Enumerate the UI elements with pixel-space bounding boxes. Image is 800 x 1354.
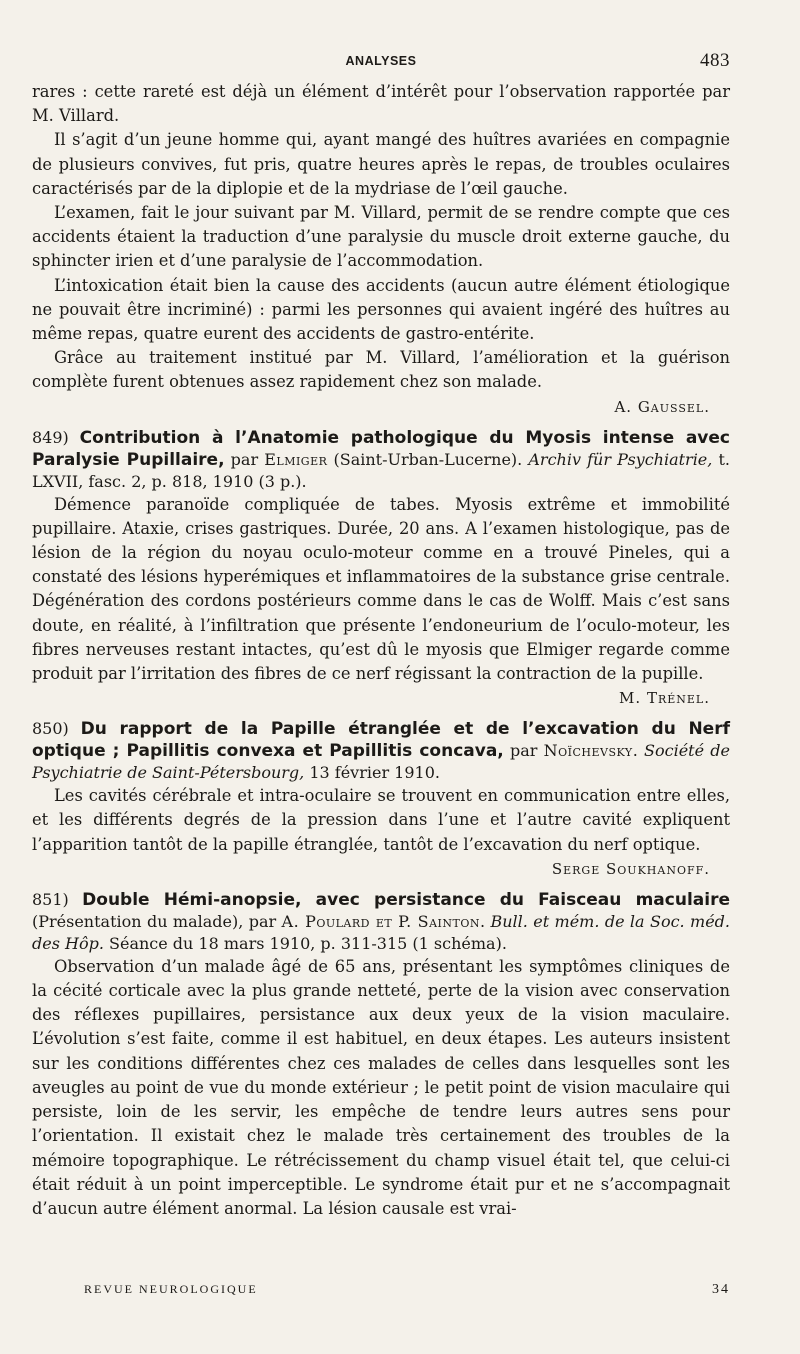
entry-citation: 13 février 1910. <box>304 763 440 783</box>
entry-heading <box>32 427 730 493</box>
entry-affiliation: . <box>479 911 491 931</box>
intro-paragraph: Il s’agit d’un jeune homme qui, ayant mangé des huîtres avariées en compagnie de plusieurs convives, fut pris, quatre heures après le repas, de troubles oculaires caractérisés par de la diplopie et de la mydriase de l’œil gauche. <box>32 130 730 198</box>
entry-affiliation: . <box>632 741 645 761</box>
intro-section <box>32 80 730 419</box>
entry-by: par <box>503 741 544 761</box>
running-head <box>32 50 730 80</box>
intro-paragraph: L’examen, fait le jour suivant par M. Villard, permit de se rendre compte que ces accidents étaient la traduction d’une paralysie du muscle droit externe gauche, du sphincter irien et d’une paralysie de l’accommodation. <box>32 203 730 271</box>
signature: A. Gaussel. <box>614 397 710 416</box>
entry-by: (Présentation du malade), par <box>32 911 282 931</box>
entry-author: Elmiger <box>264 449 328 469</box>
entry-title: Contribution à l’Anatomie pathologique du Myosis intense avec Paralysie Pupillaire, <box>32 427 730 470</box>
entry-body: Les cavités cérébrale et intra-oculaire se trouvent en communication entre elles, et les différents degrés de la pression dans l’une et l’autre cavité expliquent l’apparition tantôt de la papille étranglée, tantôt de l’excavation du nerf optique. <box>32 786 730 854</box>
entry-number: 849) <box>32 427 69 447</box>
entry-journal: Société de Psychiatrie de Saint-Pétersbourg, <box>32 741 730 783</box>
entry-author: Noïchevsky <box>543 741 633 761</box>
entry-title: Du rapport de la Papille étranglée et de l’excavation du Nerf optique ; Papillitis convexa et Papillitis concava, <box>32 719 730 762</box>
intro-paragraph: rares : cette rareté est déjà un élément d’intérêt pour l’observation rapportée par M. Villard. <box>32 82 730 126</box>
entry-by: par <box>224 449 265 469</box>
entry-journal: Archiv für Psychiatrie, <box>528 449 713 469</box>
intro-paragraph: L’intoxication était bien la cause des accidents (aucun autre élément étiologique ne pouvait être incriminé) : parmi les personnes qui avaient ingéré des huîtres au même repas, quatre eurent des accidents de gastro-entérite. <box>32 275 730 344</box>
entry-journal: Bull. et mém. de la Soc. méd. des Hôp. <box>32 911 730 953</box>
entry-heading <box>32 889 730 955</box>
page-footer <box>84 1282 730 1297</box>
abstract-entry <box>32 718 730 881</box>
running-title: ANALYSES <box>345 54 417 68</box>
entry-citation: t. LXVII, fasc. 2, p. 818, 1910 (3 p.). <box>32 449 730 491</box>
signature-mark: 34 <box>712 1282 730 1297</box>
entry-citation: Séance du 18 mars 1910, p. 311-315 (1 schéma). <box>103 933 507 953</box>
entry-number: 851) <box>32 889 69 909</box>
abstract-entry <box>32 889 730 1221</box>
entry-heading <box>32 718 730 784</box>
abstract-entry <box>32 427 730 711</box>
entry-affiliation: (Saint-Urban-Lucerne). <box>327 449 529 469</box>
entry-author: A. Poulard et P. Sainton <box>281 911 480 931</box>
entry-body: Démence paranoïde compliquée de tabes. Myosis extrême et immobilité pupillaire. Ataxie, crises gastriques. Durée, 20 ans. A l’examen histologique, pas de lésion de la région du noyau oculo-moteur comme en a trouvé Pineles, qui a constaté des lésions hyperémiques et inflammatoires de la substance grise centrale. Dégénération des cordons postérieurs comme dans le cas de Wolff. Mais c’est sans doute, en réalité, à l’infiltration que présente l’endoneurium de l’oculo-moteur, les fibres nerveuses restant intactes, qu’est dû le myosis que Elmiger regarde comme produit par l’irritation des fibres de ce nerf régissant la contraction de la pupille. <box>32 494 730 684</box>
signature: M. Trénel. <box>619 689 710 708</box>
entry-body: Observation d’un malade âgé de 65 ans, présentant les symptômes cliniques de la cécité corticale avec la plus grande netteté, perte de la vision avec conservation des réflexes pupillaires, persistance aux deux yeux de la vision maculaire. L’évolution s’est faite, comme il est habituel, en deux étapes. Les auteurs insistent sur les conditions différentes chez ces malades de celles dans lesquelles sont les aveugles au point de vue du monde extérieur ; le petit point de vision maculaire qui persiste, loin de les servir, les empêche de tendre leurs autres sens pour l’orientation. Il existait chez le malade très certainement des troubles de la mémoire topographique. Le rétrécissement du champ visuel était tel, que celui-ci était réduit à un point imperceptible. Le syndrome était pur et ne s’accompagnait d’aucun autre élément anormal. La lésion causale est vrai- <box>32 956 730 1218</box>
entry-number: 850) <box>32 719 69 739</box>
entry-title: Double Hémi-anopsie, avec persistance du Faisceau maculaire <box>82 889 730 910</box>
page-number: 483 <box>700 50 730 71</box>
signature: Serge Soukhanoff. <box>551 859 710 878</box>
footer-journal-name: REVUE NEUROLOGIQUE <box>84 1282 258 1296</box>
intro-paragraph: Grâce au traitement institué par M. Villard, l’amélioration et la guérison complète furent obtenues assez rapidement chez son malade. <box>32 348 730 392</box>
